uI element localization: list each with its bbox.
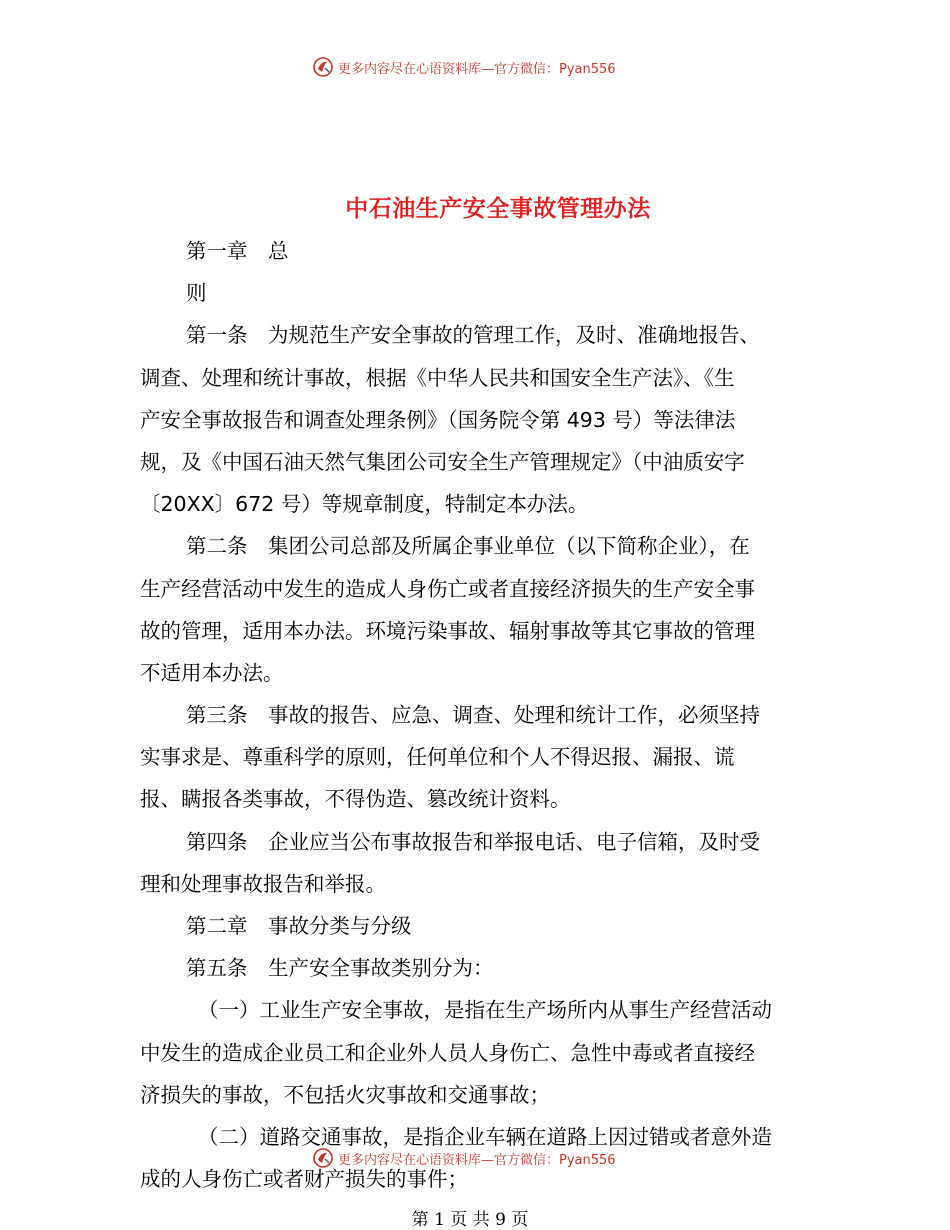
article-line: 第二条 集团公司总部及所属企事业单位（以下简称企业），在 [186, 534, 750, 559]
article-line: 理和处理事故报告和举报。 [140, 871, 386, 896]
list-item-cont: 济损失的事故，不包括火灾事故和交通事故； [140, 1082, 550, 1107]
article-line: 第三条 事故的报告、应急、调查、处理和统计工作，必须坚持 [186, 703, 760, 728]
article-line: 〔20XX〕672 号）等规章制度，特制定本办法。 [140, 492, 589, 517]
header-watermark [312, 55, 616, 79]
article-line: 第一条 为规范生产安全事故的管理工作，及时、准确地报告、 [186, 323, 760, 348]
article-line: 故的管理，适用本办法。环境污染事故、辐射事故等其它事故的管理 [140, 618, 755, 643]
document-body [140, 230, 800, 1200]
watermark-text: 更多内容尽在心语资料库— [338, 61, 495, 77]
footer-watermark [312, 1146, 616, 1170]
list-item: （一）工业生产安全事故，是指在生产场所内从事生产经营活动 [198, 998, 772, 1023]
logo-icon [312, 56, 334, 78]
page-number: 第 1 页 共 9 页 [411, 1210, 529, 1230]
article-line: 第四条 企业应当公布事故报告和举报电话、电子信箱，及时受 [186, 829, 760, 854]
document-title: 中石油生产安全事故管理办法 [345, 196, 651, 222]
article-line: 规，及《中国石油天然气集团公司安全生产管理规定》（中油质安字 [140, 449, 745, 474]
article-line: 实事求是、尊重科学的原则，任何单位和个人不得迟报、漏报、谎 [140, 745, 735, 770]
logo-icon [312, 1147, 334, 1169]
article-line: 不适用本办法。 [140, 660, 284, 685]
article-line: 报、瞒报各类事故，不得伪造、篡改统计资料。 [140, 787, 571, 812]
watermark-contact: 官方微信：Pyan556 [494, 61, 616, 77]
chapter-heading: 第二章 事故分类与分级 [186, 914, 412, 938]
chapter-heading: 第一章 总 [186, 239, 289, 263]
list-item-cont: 成的人身伤亡或者财产损失的事件； [140, 1167, 468, 1192]
article-line: 生产经营活动中发生的造成人身伤亡或者直接经济损失的生产安全事 [140, 576, 755, 601]
article-line: 调查、处理和统计事故，根据《中华人民共和国安全生产法》、《生 [140, 365, 735, 390]
watermark-contact: 官方微信：Pyan556 [494, 1152, 616, 1168]
article-line: 第五条 生产安全事故类别分为： [186, 956, 494, 981]
chapter-heading-cont: 则 [186, 281, 207, 306]
list-item: （二）道路交通事故，是指企业车辆在道路上因过错或者意外造 [198, 1124, 772, 1149]
article-line: 产安全事故报告和调查处理条例》（国务院令第 493 号）等法律法 [140, 407, 736, 432]
list-item-cont: 中发生的造成企业员工和企业外人员人身伤亡、急性中毒或者直接经 [140, 1040, 755, 1065]
watermark-text: 更多内容尽在心语资料库— [338, 1152, 495, 1168]
